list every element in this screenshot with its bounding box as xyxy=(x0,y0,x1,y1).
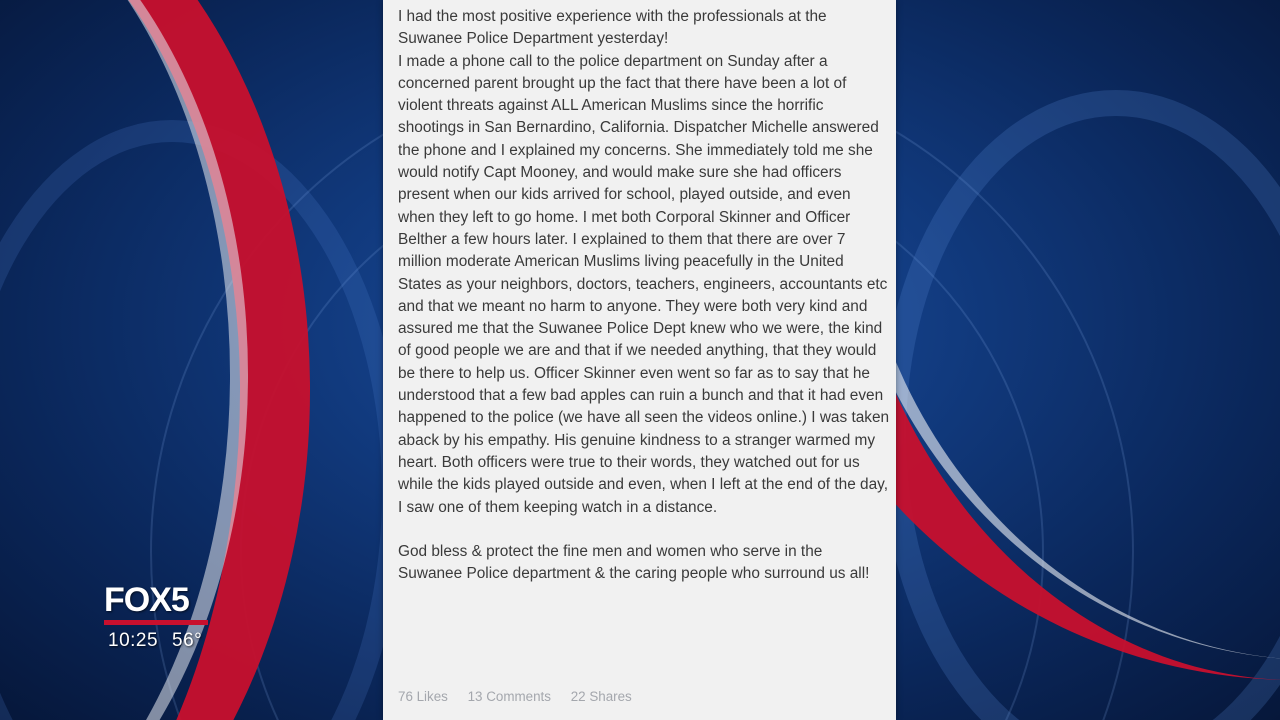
logo-underline xyxy=(104,620,208,625)
post-body xyxy=(398,6,890,585)
social-post-card xyxy=(383,0,896,720)
post-paragraph-closing: God bless & protect the fine men and women who serve in the Suwanee Police department & the caring people who surround us all! xyxy=(398,542,870,583)
fox5-logo: FOX5 xyxy=(104,581,189,619)
paragraph-gap xyxy=(398,519,890,541)
post-paragraph-main: I made a phone call to the police department on Sunday after a concerned parent brought up the fact that there have been a lot of violent threats against ALL American Muslims since the horrific shootings in San Bernardino, California. Dispatcher Michelle answered the phone and I explained my concerns. She immediately told me she would notify Capt Mooney, and would make sure she had officers present when our kids arrived for school, played outside, and even when they left to go home. I met both Corporal Skinner and Officer Belther a few hours later. I explained to them that there are over 7 million moderate American Muslims living peacefully in the United States as your neighbors, doctors, teachers, engineers, accountants etc and that we meant no harm to anyone. They were both very kind and assured me that the Suwanee Police Dept knew who we were, the kind of good people we are and that if we needed anything, that they would be there to help us. Officer Skinner even went so far as to say that he understood that a few bad apples can ruin a bunch and that it had even happened to the police (we have all seen the videos online.) I was taken aback by his empathy. His genuine kindness to a stranger warmed my heart. Both officers were true to their words, they watched out for us while the kids played outside and even, when I left at the end of the day, I saw one of them keeping watch in a distance. xyxy=(398,52,890,516)
post-paragraph-intro: I had the most positive experience with the professionals at the Suwanee Police Department yesterday! xyxy=(398,8,827,48)
time-temperature xyxy=(108,630,202,652)
comments-count[interactable]: 13 Comments xyxy=(467,689,551,704)
shares-count[interactable]: 22 Shares xyxy=(570,689,632,704)
broadcast-time: 10:25 xyxy=(108,630,159,651)
likes-count[interactable]: 76 Likes xyxy=(398,689,448,704)
post-stats xyxy=(398,689,648,704)
broadcast-temperature: 56° xyxy=(172,630,203,651)
